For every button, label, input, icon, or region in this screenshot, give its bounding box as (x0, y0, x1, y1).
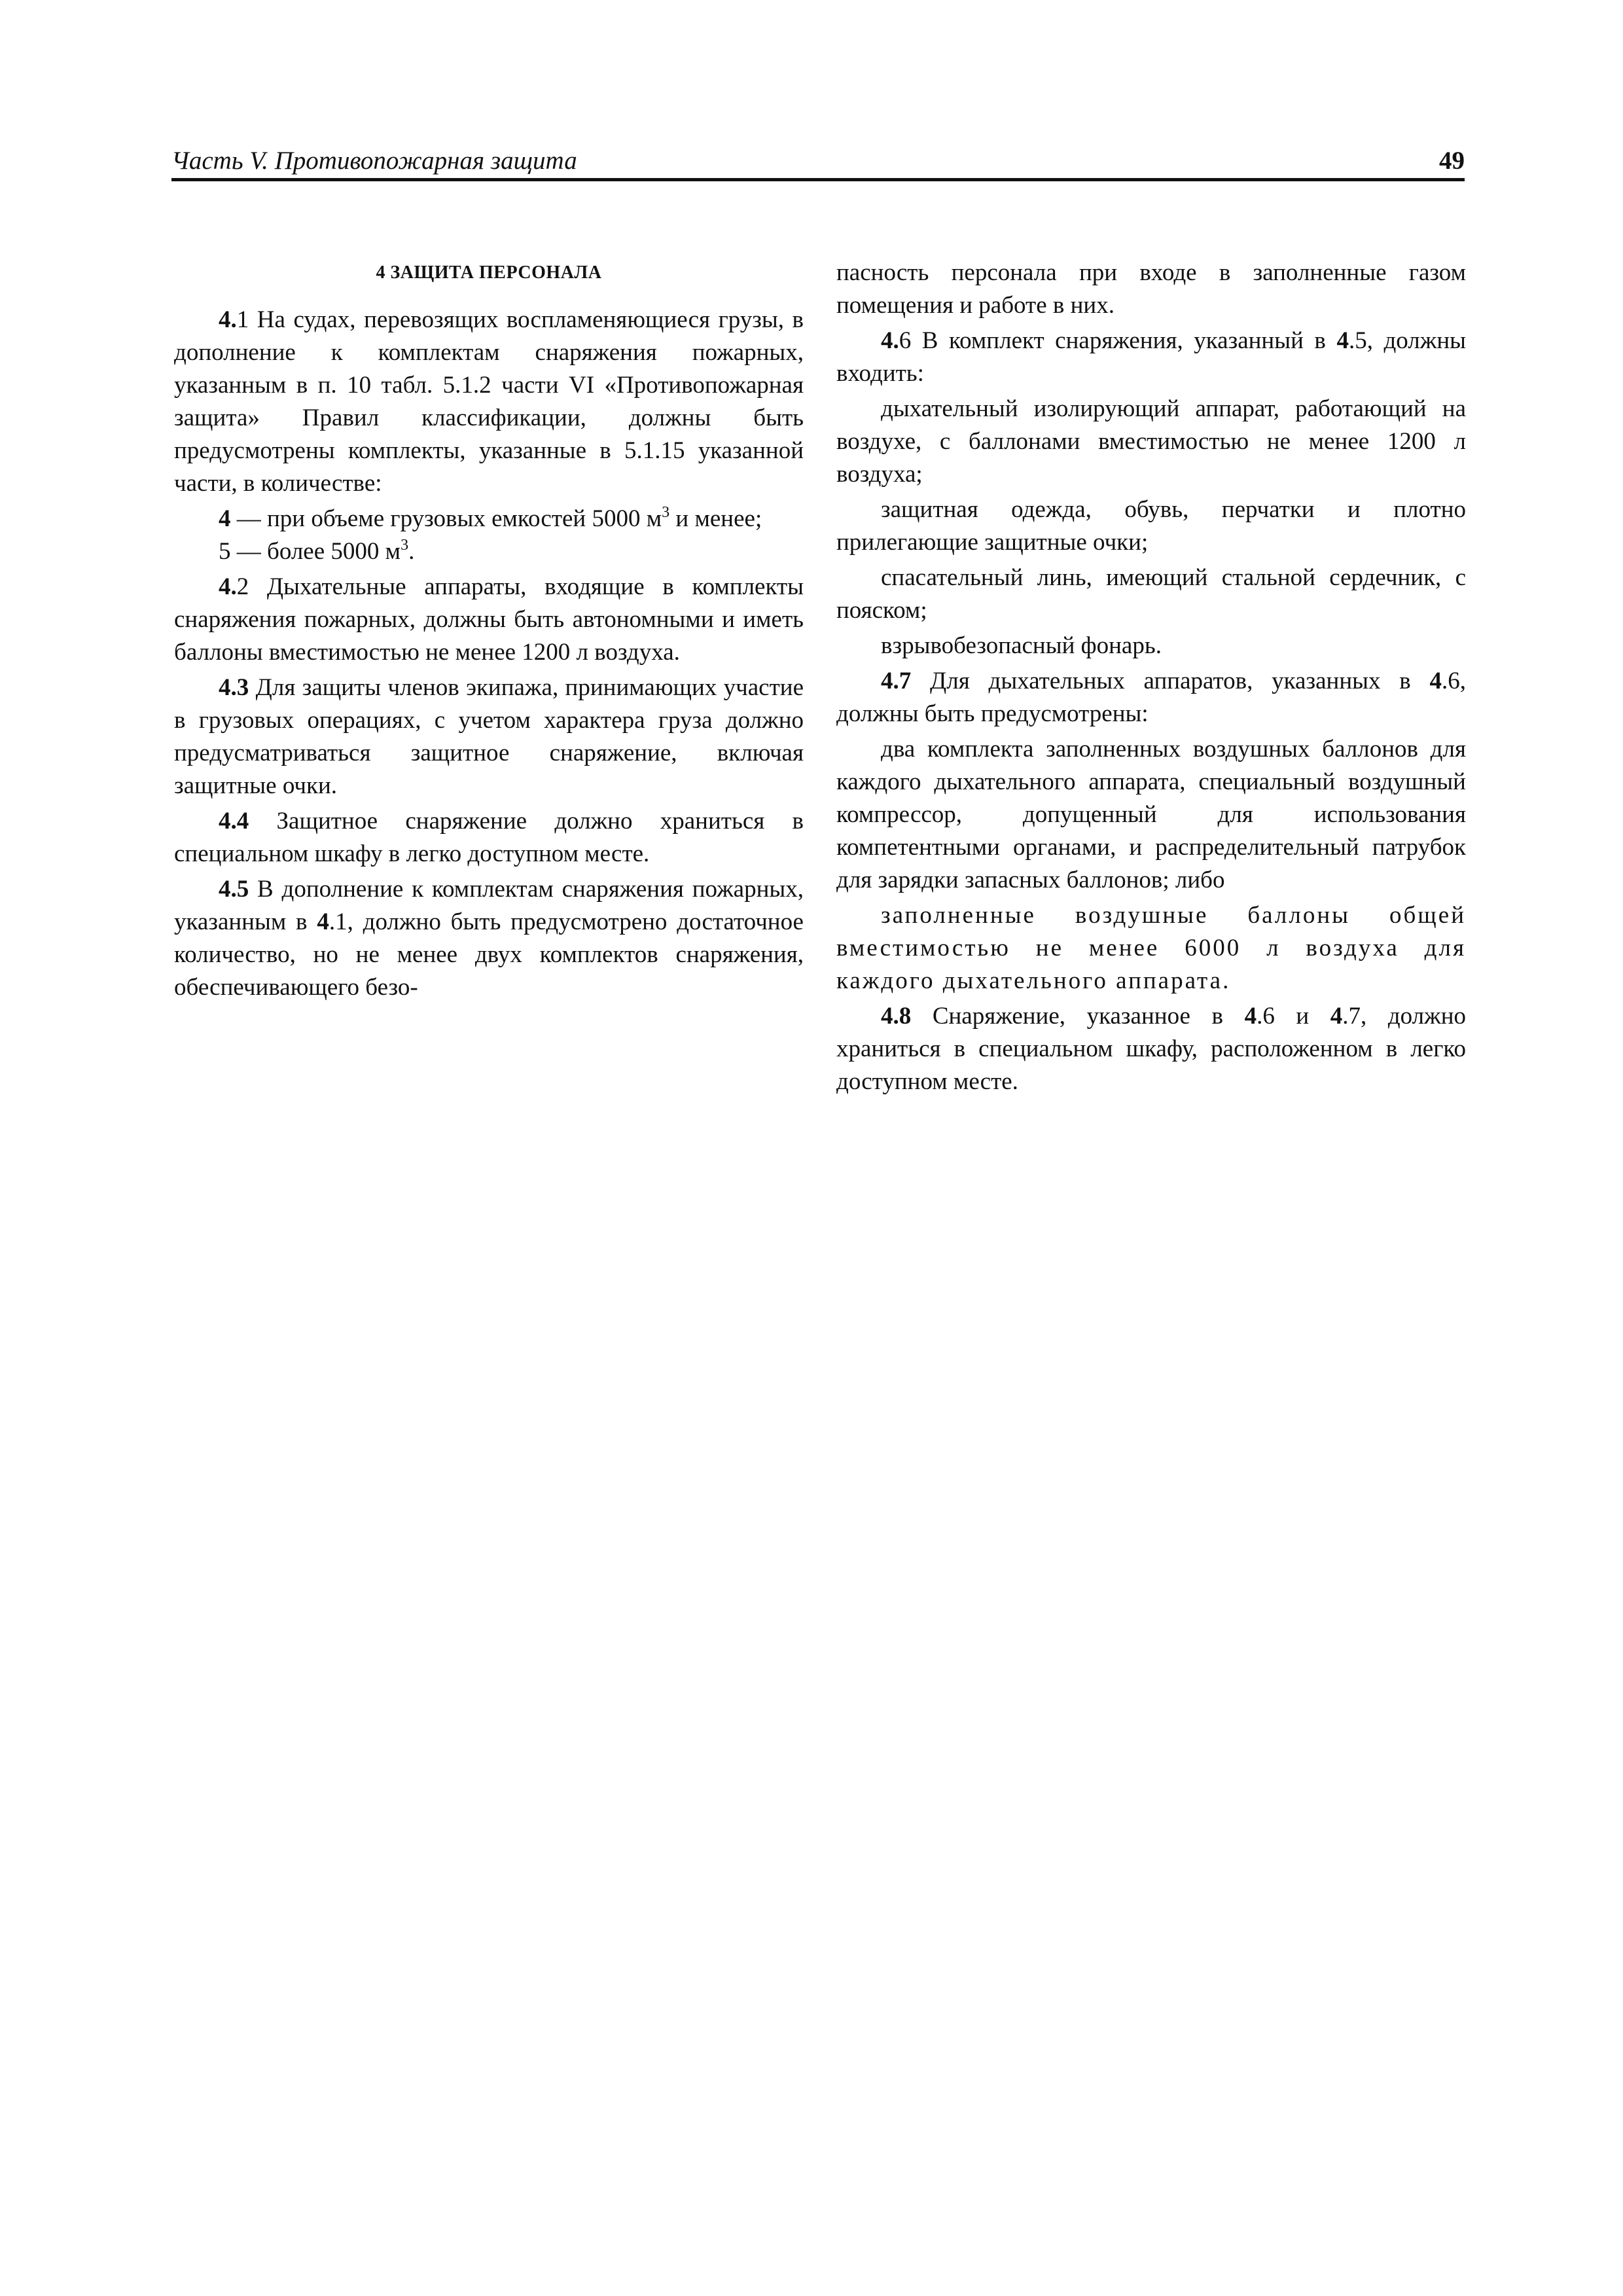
cylinder-option-2: заполненные воздушные баллоны общей вместимостью не менее 6000 л воздуха для каждого дыхательного аппарата. (836, 902, 1466, 994)
cross-reference: 4 (1429, 668, 1442, 694)
paragraph-4-5: 4.5 В дополнение к комплектам снаряжения пожарных, указанным в 4.1, должно быть предусмотрено достаточное количество, но не менее двух комплектов снаряжения, обеспечивающего безо- (174, 876, 804, 1001)
paragraph-4-5-continued: пасность персонала при входе в заполненные газом помещения и работе в них. (836, 259, 1466, 319)
quantity-item-1: 4 — при объеме грузовых емкостей 5000 $м^3$ и менее; (219, 504, 762, 532)
cross-reference: 4 (1336, 327, 1349, 354)
clause-number: 4.7 (881, 668, 912, 694)
paragraph-4-2: 4.2 Дыхательные аппараты, входящие в комплекты снаряжения пожарных, должны быть автономными и иметь баллоны вместимостью не менее 1200 л воздуха. (174, 573, 804, 666)
paragraph-4-7: 4.7 Для дыхательных аппаратов, указанных в 4.6, должны быть предусмотрены: (836, 668, 1466, 727)
equipment-item-3: спасательный линь, имеющий стальной сердечник, с пояском; (836, 564, 1466, 624)
cross-reference: 4 (1244, 1003, 1257, 1030)
header-rule (171, 178, 1465, 181)
clause-number: 4.5 (219, 876, 249, 903)
clause-number: 4.4 (219, 808, 249, 834)
equipment-item-1: дыхательный изолирующий аппарат, работающий на воздухе, с баллонами вместимостью не менее 1200 л воздуха; (836, 395, 1466, 488)
left-column (174, 257, 804, 1007)
running-header-title: Часть V. Противопожарная защита (171, 147, 577, 175)
quantity-item-2: 5 — более 5000 $м^3$. (219, 537, 415, 565)
cross-reference: 4 (1330, 1003, 1343, 1030)
cross-reference: 4 (317, 908, 329, 935)
equipment-item-2: защитная одежда, обувь, перчатки и плотно прилегающие защитные очки; (836, 496, 1466, 556)
clause-number: 4. (219, 573, 237, 600)
paragraph-4-1: 4.1 На судах, перевозящих воспламеняющиеся грузы, в дополнение к комплектам снаряжения пожарных, указанным в п. 10 табл. 5.1.2 части VI «Противопожарная защита» Правил классификации, должны быть предусмотрены комплекты, указанные в 5.1.15 указанной части, в количестве: (174, 306, 804, 497)
equipment-item-4: взрывобезопасный фонарь. (881, 632, 1162, 659)
paragraph-4-4: 4.4 Защитное снаряжение должно храниться в специальном шкафу в легко доступном месте. (174, 808, 804, 867)
quantity-number: 4 (219, 505, 231, 532)
clause-number: 4. (219, 306, 237, 333)
page-number: 49 (1439, 147, 1465, 175)
page-header (171, 143, 1465, 181)
clause-number: 4.8 (881, 1003, 912, 1030)
cylinder-option-1: два комплекта заполненных воздушных баллонов для каждого дыхательного аппарата, специальный воздушный компрессор, допущенный для использования компетентными органами, и распределительный патрубок для зарядки запасных баллонов; либо (836, 736, 1466, 893)
clause-number: 4. (881, 327, 899, 354)
right-column (836, 257, 1466, 1101)
paragraph-4-6: 4.6 В комплект снаряжения, указанный в 4.5, должны входить: (836, 327, 1466, 387)
paragraph-4-3: 4.3 Для защиты членов экипажа, принимающих участие в грузовых операциях, с учетом характера груза должно предусматриваться защитное снаряжение, включая защитные очки. (174, 674, 804, 799)
clause-number: 4.3 (219, 674, 249, 701)
section-heading: 4 ЗАЩИТА ПЕРСОНАЛА (376, 262, 602, 283)
paragraph-4-8: 4.8 Снаряжение, указанное в 4.6 и 4.7, должно храниться в специальном шкафу, расположенном в легко доступном месте. (836, 1003, 1467, 1095)
